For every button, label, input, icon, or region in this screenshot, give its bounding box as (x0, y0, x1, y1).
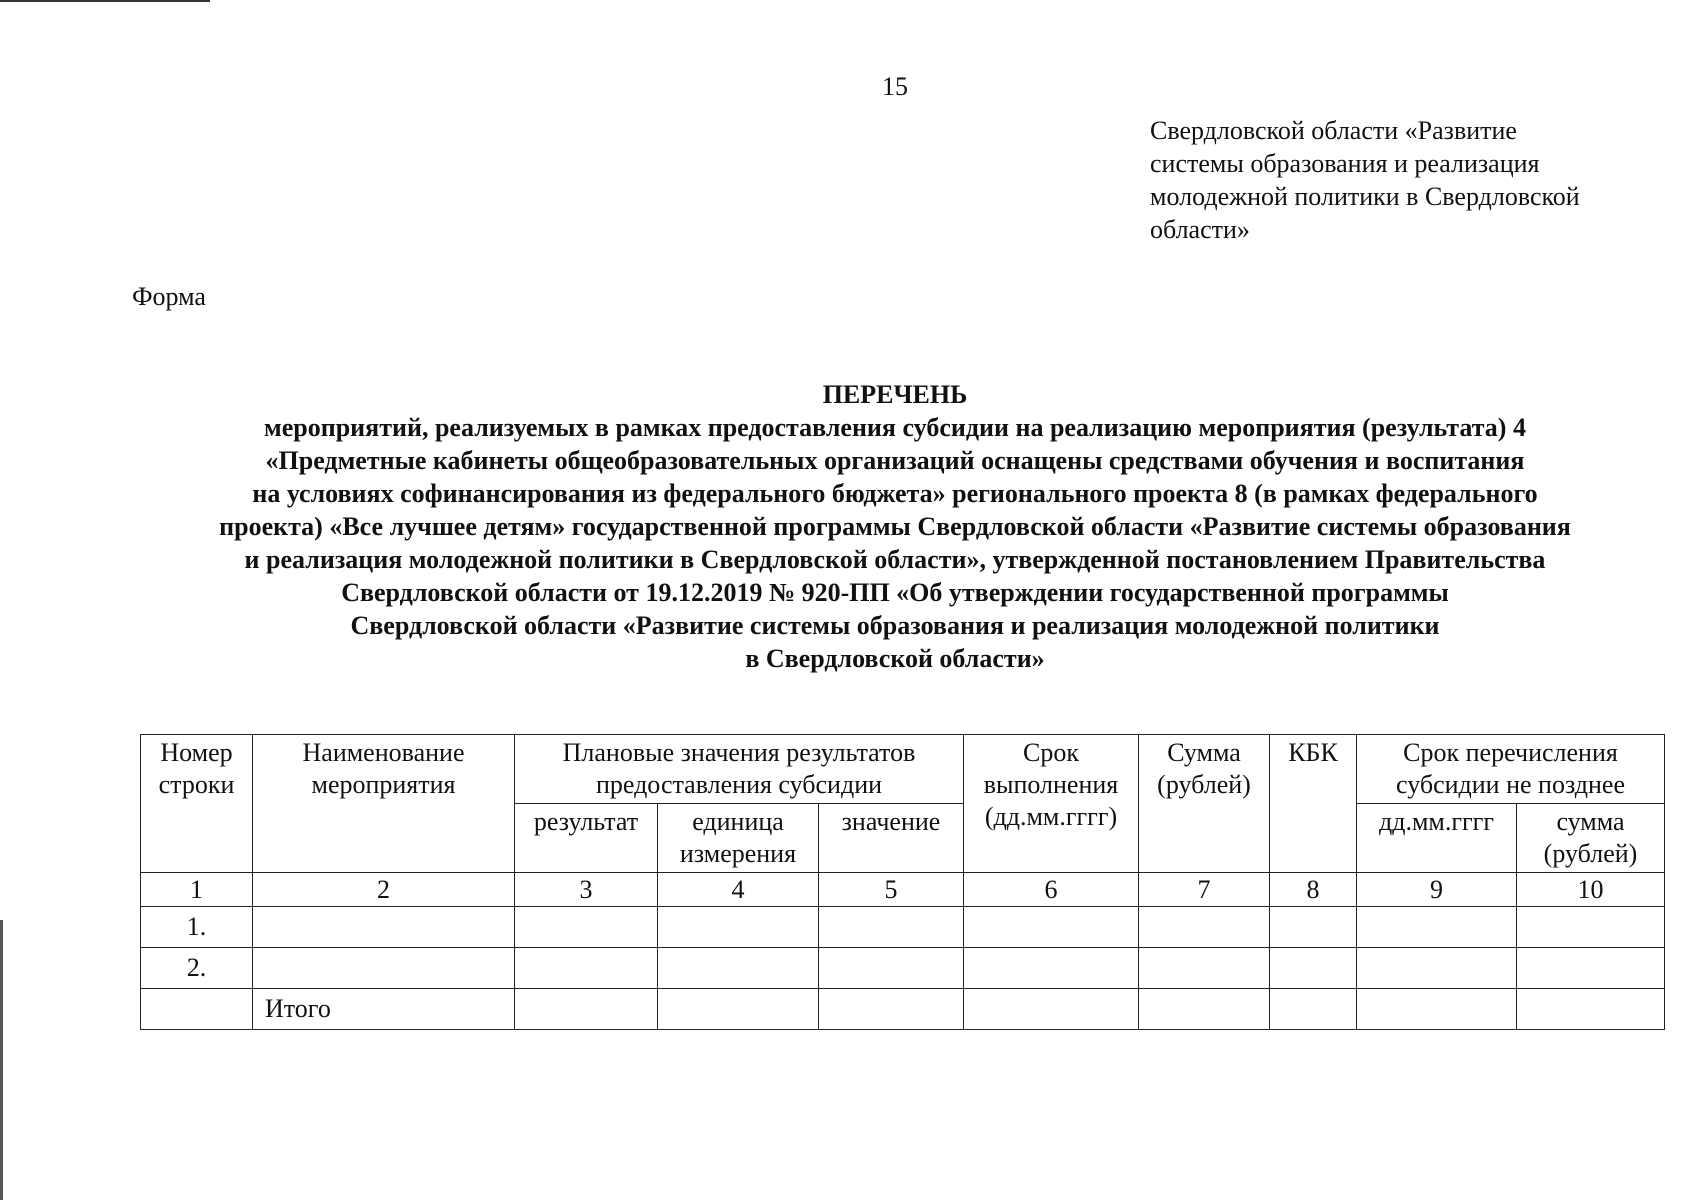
header-kbk: КБК (1270, 735, 1357, 873)
empty-cell (819, 989, 964, 1030)
empty-cell (1139, 907, 1270, 948)
event-name-cell (253, 907, 515, 948)
empty-cell (964, 989, 1139, 1030)
empty-cell (1357, 989, 1517, 1030)
empty-cell (1139, 948, 1270, 989)
approval-line: молодежной политики в Свердловской (1150, 182, 1580, 211)
approval-line: Свердловской области «Развитие (1150, 116, 1517, 145)
empty-cell (515, 907, 658, 948)
empty-cell (658, 907, 819, 948)
header-value: значение (819, 804, 964, 873)
header-result: результат (515, 804, 658, 873)
approval-reference (1150, 114, 1670, 246)
empty-cell (1517, 907, 1665, 948)
approval-line: системы образования и реализация (1150, 149, 1540, 178)
events-table (140, 734, 1665, 1030)
title-line: и реализация молодежной политики в Свердловской области», утвержденной постановлением Правительства (244, 545, 1546, 574)
empty-cell (1357, 948, 1517, 989)
empty-cell (1139, 989, 1270, 1030)
column-number: 7 (1139, 873, 1270, 907)
table-total-row (141, 989, 1665, 1030)
column-number: 5 (819, 873, 964, 907)
empty-cell (819, 907, 964, 948)
empty-cell (658, 948, 819, 989)
empty-cell (1517, 989, 1665, 1030)
page-number: 15 (882, 72, 908, 101)
header-transfer-deadline: Срок перечисления субсидии не позднее (1357, 735, 1665, 804)
title-line: Свердловской области от 19.12.2019 № 920-ПП «Об утверждении государственной программы (341, 578, 1449, 607)
header-planned-values: Плановые значения результатов предоставления субсидии (515, 735, 964, 804)
scan-edge-mark (0, 920, 3, 1200)
empty-cell (1270, 989, 1357, 1030)
header-amount: Сумма (рублей) (1139, 735, 1270, 873)
empty-cell (819, 948, 964, 989)
column-number: 1 (141, 873, 253, 907)
event-name-cell (253, 948, 515, 989)
empty-cell (515, 948, 658, 989)
table-row (141, 907, 1665, 948)
top-rule (0, 0, 210, 2)
header-row-number: Номер строки (141, 735, 253, 873)
column-number: 10 (1517, 873, 1665, 907)
row-number-cell: 1. (141, 907, 253, 948)
empty-cell (1270, 948, 1357, 989)
document-title (0, 378, 1707, 675)
table-row (141, 948, 1665, 989)
form-label: Форма (132, 282, 206, 311)
empty-cell (1517, 948, 1665, 989)
header-deadline: Срок выполнения (дд.мм.гггг) (964, 735, 1139, 873)
header-date: дд.мм.гггг (1357, 804, 1517, 873)
row-number-cell: 2. (141, 948, 253, 989)
title-heading: ПЕРЕЧЕНЬ (822, 380, 968, 409)
title-line: проекта) «Все лучшее детям» государственной программы Свердловской области «Развитие системы образования (219, 512, 1571, 541)
empty-cell (1270, 907, 1357, 948)
empty-cell (964, 907, 1139, 948)
column-number: 9 (1357, 873, 1517, 907)
title-line: Свердловской области «Развитие системы образования и реализация молодежной политики (350, 611, 1440, 640)
column-number-row (141, 873, 1665, 907)
empty-cell (515, 989, 658, 1030)
header-sum: сумма (рублей) (1517, 804, 1665, 873)
empty-cell (658, 989, 819, 1030)
column-number: 4 (658, 873, 819, 907)
empty-cell (1357, 907, 1517, 948)
title-line: мероприятий, реализуемых в рамках предоставления субсидии на реализацию мероприятия (результата) 4 (264, 413, 1526, 442)
title-line: «Предметные кабинеты общеобразовательных организаций оснащены средствами обучения и воспитания (265, 446, 1525, 475)
column-number: 2 (253, 873, 515, 907)
table-header-row (141, 735, 1665, 804)
total-label-cell: Итого (253, 989, 515, 1030)
header-unit: единица измерения (658, 804, 819, 873)
header-event-name: Наименование мероприятия (253, 735, 515, 873)
column-number: 6 (964, 873, 1139, 907)
column-number: 3 (515, 873, 658, 907)
empty-cell (964, 948, 1139, 989)
row-number-cell (141, 989, 253, 1030)
title-line: в Свердловской области» (745, 644, 1045, 673)
column-number: 8 (1270, 873, 1357, 907)
title-line: на условиях софинансирования из федерального бюджета» регионального проекта 8 (в рамках федерального (252, 479, 1538, 508)
approval-line: области» (1150, 215, 1250, 244)
